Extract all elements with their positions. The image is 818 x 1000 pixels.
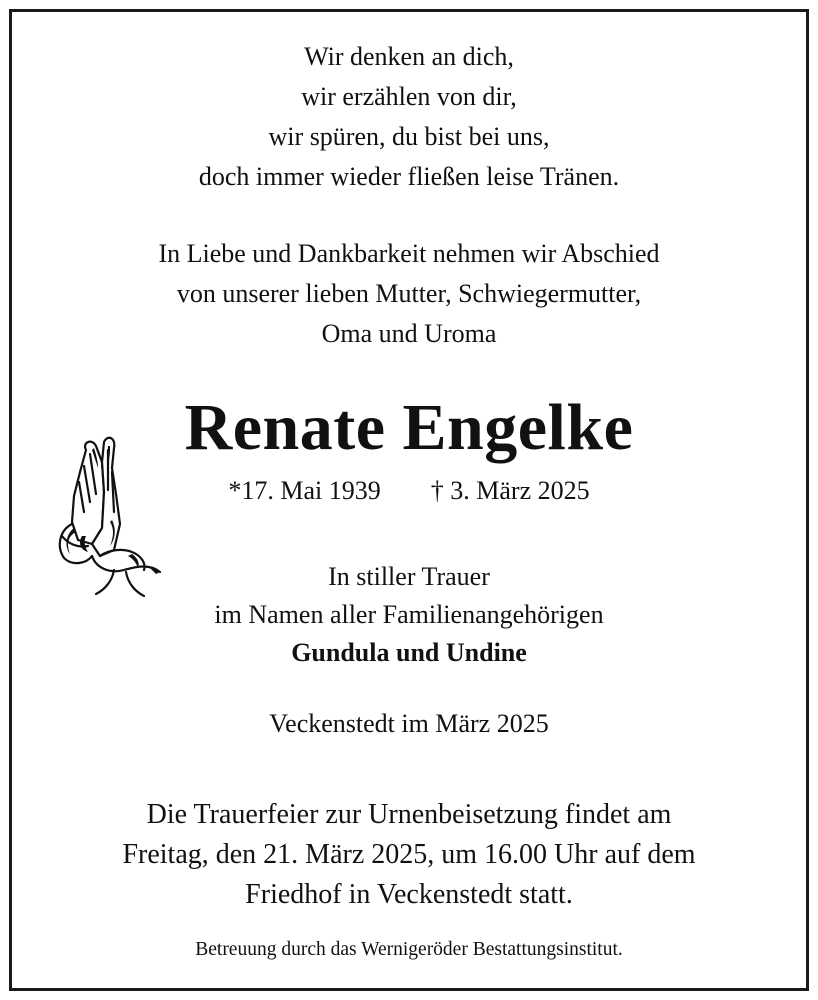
ceremony-notice bbox=[12, 795, 806, 915]
ceremony-line: Friedhof in Veckenstedt statt. bbox=[245, 879, 573, 910]
ceremony-line: Freitag, den 21. März 2025, um 16.00 Uhr auf dem bbox=[122, 839, 696, 870]
obituary-notice bbox=[9, 9, 809, 991]
deceased-name: Renate Engelke bbox=[184, 391, 634, 464]
mourners bbox=[12, 558, 806, 672]
poem-line: doch immer wieder fließen leise Tränen. bbox=[198, 162, 620, 191]
memorial-poem bbox=[12, 37, 806, 197]
death-date: † 3. März 2025 bbox=[430, 476, 590, 505]
ceremony-line: Die Trauerfeier zur Urnenbeisetzung findet am bbox=[146, 799, 672, 830]
birth-date: *17. Mai 1939 bbox=[228, 476, 381, 505]
farewell-text bbox=[12, 234, 806, 354]
mourning-line: im Namen aller Familienangehörigen bbox=[214, 600, 604, 629]
farewell-line: In Liebe und Dankbarkeit nehmen wir Abschied bbox=[158, 239, 660, 268]
farewell-line: Oma und Uroma bbox=[321, 319, 497, 348]
family-names: Gundula und Undine bbox=[291, 638, 527, 667]
place-and-date: Veckenstedt im März 2025 bbox=[269, 709, 549, 738]
poem-line: wir spüren, du bist bei uns, bbox=[268, 122, 550, 151]
poem-line: Wir denken an dich, bbox=[304, 42, 514, 71]
mourning-line: In stiller Trauer bbox=[328, 562, 490, 591]
poem-line: wir erzählen von dir, bbox=[301, 82, 517, 111]
farewell-line: von unserer lieben Mutter, Schwiegermutter, bbox=[176, 279, 642, 308]
funeral-service-credit: Betreuung durch das Wernigeröder Bestattungsinstitut. bbox=[195, 939, 623, 960]
